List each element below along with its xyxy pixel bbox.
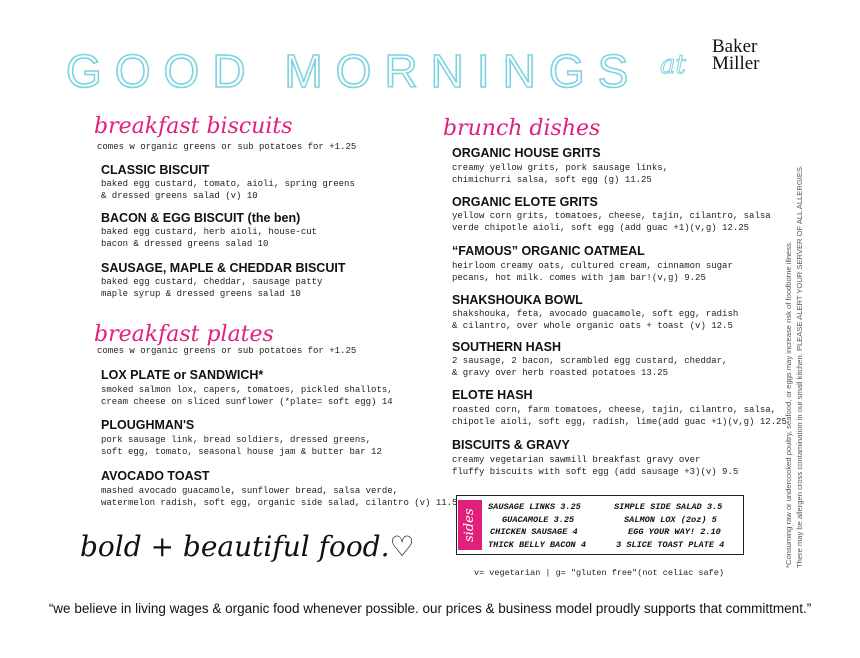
- side-item: THICK BELLY BACON 4: [488, 539, 586, 550]
- menu-item-desc: mashed avocado guacamole, sunflower bread, salsa verde, watermelon radish, soft egg, organic side salad, cilantro (v) 11.5: [101, 486, 458, 508]
- breakfast-plates-heading: breakfast plates: [94, 322, 274, 347]
- breakfast-biscuits-heading: breakfast biscuits: [94, 114, 293, 139]
- menu-item-title: PLOUGHMAN'S: [101, 418, 195, 432]
- allergy-note-line-1: *Consuming raw or undercooked poultry, seafood, or eggs may increase risk of foodborne illness.: [784, 241, 793, 568]
- allergy-note: [783, 118, 815, 568]
- menu-item-desc: shakshouka, feta, avocado guacamole, soft egg, radish & cilantro, over whole organic oats + toast (v) 12.5: [452, 309, 739, 331]
- menu-item-desc: yellow corn grits, tomatoes, cheese, tajin, cilantro, salsa verde chipotle aioli, soft egg (add guac +1)(v,g) 12.25: [452, 211, 771, 233]
- side-item: SIMPLE SIDE SALAD 3.5: [614, 502, 723, 512]
- menu-item-title: ORGANIC ELOTE GRITS: [452, 195, 598, 209]
- menu-item-title: ORGANIC HOUSE GRITS: [452, 146, 601, 160]
- menu-item-desc: 2 sausage, 2 bacon, scrambled egg custard, cheddar, & gravy over herb roasted potatoes 13.25: [452, 356, 728, 378]
- menu-item-title: “FAMOUS” ORGANIC OATMEAL: [452, 244, 645, 258]
- menu-item-title: AVOCADO TOAST: [101, 469, 210, 483]
- side-item: EGG YOUR WAY! 2.10: [628, 527, 721, 537]
- side-item: CHICKEN SAUSAGE 4: [490, 527, 578, 537]
- menu-item-desc: baked egg custard, cheddar, sausage patty maple syrup & dressed greens salad 10: [101, 277, 323, 299]
- sides-label: sides: [458, 500, 482, 550]
- menu-item-title: BACON & EGG BISCUIT (the ben): [101, 211, 301, 225]
- side-item: 3 SLICE TOAST PLATE 4: [616, 539, 725, 550]
- menu-item-desc: creamy vegetarian sawmill breakfast gravy over fluffy biscuits with soft egg (add sausage +3)(v) 9.5: [452, 455, 739, 477]
- allergy-note-line-2: There may be allergen cross contamination in our small kitchen. PLEASE ALERT YOUR SERVER OF ALL ALLERGIES.: [795, 164, 804, 568]
- sides-left-column: [488, 501, 586, 551]
- menu-item-desc: pork sausage link, bread soldiers, dressed greens, soft egg, tomato, seasonal house jam & butter bar 12: [101, 435, 382, 457]
- menu-item-title: ELOTE HASH: [452, 388, 533, 402]
- menu-item-title: CLASSIC BISCUIT: [101, 163, 210, 177]
- menu-item-desc: creamy yellow grits, pork sausage links, chimichurri salsa, soft egg (g) 11.25: [452, 163, 669, 185]
- logo-line-1: Baker: [712, 36, 758, 57]
- menu-item-desc: roasted corn, farm tomatoes, cheese, tajin, cilantro, salsa, chipotle aioli, soft egg, radish, lime(add guac +1)(v,g) 12.25: [452, 405, 787, 427]
- breakfast-biscuits-note: comes w organic greens or sub potatoes for +1.25: [97, 142, 357, 152]
- menu-item-desc: heirloom creamy oats, cultured cream, cinnamon sugar pecans, hot milk. comes with jam bar!(v,g) 9.25: [452, 261, 733, 283]
- side-item: SALMON LOX (2oz) 5: [624, 514, 717, 525]
- menu-item-title: SOUTHERN HASH: [452, 340, 562, 354]
- sides-right-column: [614, 501, 724, 551]
- menu-item-desc: baked egg custard, tomato, aioli, spring greens & dressed greens salad (v) 10: [101, 179, 355, 201]
- menu-item-title: BISCUITS & GRAVY: [452, 438, 570, 452]
- footer-statement: “we believe in living wages & organic food whenever possible. our prices & business model proudly supports that committment.”: [48, 601, 812, 616]
- tagline: bold + beautiful food.♡: [80, 530, 415, 563]
- header-at: at: [660, 50, 686, 80]
- logo-line-2: Miller: [712, 53, 760, 74]
- menu-item-desc: smoked salmon lox, capers, tomatoes, pickled shallots, cream cheese on sliced sunflower (*plate= soft egg) 14: [101, 385, 393, 407]
- menu-item-desc: baked egg custard, herb aioli, house-cut bacon & dressed greens salad 10: [101, 227, 318, 249]
- menu-item-title: SHAKSHOUKA BOWL: [452, 293, 583, 307]
- menu-item-title: LOX PLATE or SANDWICH*: [101, 368, 264, 382]
- side-item: GUACAMOLE 3.25: [502, 514, 575, 525]
- side-item: SAUSAGE LINKS 3.25: [488, 502, 581, 512]
- baker-miller-logo: [712, 38, 760, 72]
- breakfast-plates-note: comes w organic greens or sub potatoes for +1.25: [97, 346, 357, 356]
- menu-item-title: SAUSAGE, MAPLE & CHEDDAR BISCUIT: [101, 261, 346, 275]
- page-title: GOOD MORNINGS: [66, 45, 642, 97]
- brunch-dishes-heading: brunch dishes: [443, 116, 601, 141]
- diet-legend: v= vegetarian | g= "gluten free"(not celiac safe): [474, 568, 724, 578]
